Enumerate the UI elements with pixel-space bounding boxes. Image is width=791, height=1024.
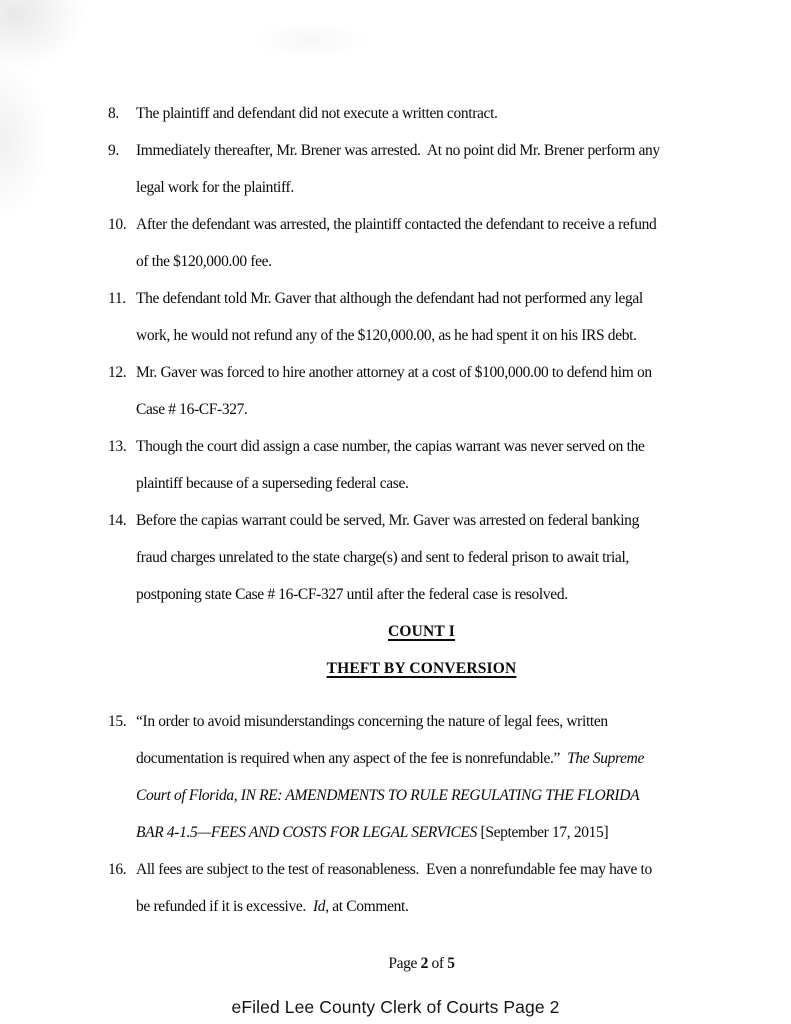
text-segment: , at Comment. xyxy=(325,898,409,915)
text-line xyxy=(136,888,735,925)
text-segment: Immediately thereafter, Mr. Brener was arrested. At no point did Mr. Brener perform any xyxy=(136,142,660,159)
numbered-paragraph xyxy=(108,132,735,206)
text-segment: [September 17, 2015] xyxy=(477,824,609,841)
text-segment: legal work for the plaintiff. xyxy=(136,179,294,196)
text-segment: work, he would not refund any of the $120,000.00, as he had spent it on his IRS debt. xyxy=(136,327,637,344)
paragraph-text xyxy=(136,132,735,206)
text-segment: plaintiff because of a superseding federal case. xyxy=(136,475,409,492)
document-body xyxy=(108,95,735,982)
numbered-paragraph xyxy=(108,851,735,925)
text-segment: 2 xyxy=(420,955,428,972)
text-line xyxy=(136,132,735,169)
text-line xyxy=(136,502,735,539)
text-line xyxy=(136,539,735,576)
efiled-stamp: eFiled Lee County Clerk of Courts Page 2 xyxy=(231,997,560,1017)
numbered-paragraph xyxy=(108,703,735,851)
count-subheading-text: THEFT BY CONVERSION xyxy=(326,660,517,677)
text-line xyxy=(136,851,735,888)
text-segment: Page xyxy=(388,955,421,972)
count-heading xyxy=(108,613,735,650)
text-line xyxy=(136,280,735,317)
text-segment: BAR 4-1.5—FEES AND COSTS FOR LEGAL SERVICES xyxy=(136,824,478,841)
count-subheading xyxy=(108,650,735,687)
numbered-paragraph xyxy=(108,428,735,502)
text-segment: The Supreme xyxy=(567,750,645,767)
scan-artifact xyxy=(250,20,370,60)
text-segment: be refunded if it is excessive. xyxy=(136,898,313,915)
paragraph-number: 8. xyxy=(108,105,119,122)
text-segment: of xyxy=(428,955,448,972)
numbered-paragraph xyxy=(108,354,735,428)
paragraph-number: 16. xyxy=(108,861,127,878)
paragraph-number: 14. xyxy=(108,512,127,529)
text-segment: After the defendant was arrested, the plaintiff contacted the defendant to receive a refund xyxy=(136,216,657,233)
paragraph-text xyxy=(136,354,735,428)
text-segment: Court of Florida, IN RE: AMENDMENTS TO RULE REGULATING THE FLORIDA xyxy=(136,787,640,804)
numbered-paragraph xyxy=(108,280,735,354)
paragraph-number: 13. xyxy=(108,438,127,455)
text-line xyxy=(136,740,735,777)
numbered-paragraph xyxy=(108,95,735,132)
scan-artifact xyxy=(0,0,92,76)
text-line xyxy=(136,317,735,354)
text-segment: Case # 16-CF-327. xyxy=(136,401,248,418)
paragraph-text xyxy=(136,851,735,925)
page-number-footer xyxy=(108,945,735,982)
text-segment: Mr. Gaver was forced to hire another attorney at a cost of $100,000.00 to defend him on xyxy=(136,364,652,381)
count-paragraph-list xyxy=(108,703,735,925)
text-segment: postponing state Case # 16-CF-327 until after the federal case is resolved. xyxy=(136,586,568,603)
paragraph-text xyxy=(136,206,735,280)
text-line xyxy=(136,169,735,206)
paragraph-text xyxy=(136,280,735,354)
text-line xyxy=(136,391,735,428)
text-segment: Though the court did assign a case number, the capias warrant was never served on the xyxy=(136,438,645,455)
paragraph-text xyxy=(136,502,735,613)
text-segment: documentation is required when any aspect of the fee is nonrefundable.” xyxy=(136,750,568,767)
text-segment: The plaintiff and defendant did not execute a written contract. xyxy=(136,105,498,122)
text-segment: All fees are subject to the test of reasonableness. Even a nonrefundable fee may have to xyxy=(136,861,652,878)
text-line xyxy=(136,703,735,740)
paragraph-text xyxy=(136,703,735,851)
text-line xyxy=(136,243,735,280)
paragraph-number: 11. xyxy=(108,290,126,307)
count-heading-text: COUNT I xyxy=(387,623,455,640)
text-segment: Before the capias warrant could be served, Mr. Gaver was arrested on federal banking xyxy=(136,512,639,529)
paragraph-text xyxy=(136,428,735,502)
text-line xyxy=(136,354,735,391)
text-line xyxy=(136,95,735,132)
numbered-paragraph xyxy=(108,502,735,613)
paragraph-number: 12. xyxy=(108,364,127,381)
paragraph-text xyxy=(136,95,735,132)
text-segment: 5 xyxy=(447,955,455,972)
text-segment: Id xyxy=(312,898,326,915)
text-segment: fraud charges unrelated to the state charge(s) and sent to federal prison to await trial, xyxy=(136,549,629,566)
text-line xyxy=(136,465,735,502)
text-line xyxy=(136,206,735,243)
paragraph-number: 10. xyxy=(108,216,127,233)
facts-paragraph-list xyxy=(108,95,735,613)
text-line xyxy=(136,814,735,851)
text-line xyxy=(136,428,735,465)
text-line xyxy=(136,576,735,613)
numbered-paragraph xyxy=(108,206,735,280)
text-line xyxy=(136,777,735,814)
text-segment: The defendant told Mr. Gaver that although the defendant had not performed any legal xyxy=(136,290,643,307)
scan-artifact xyxy=(0,60,50,220)
paragraph-number: 9. xyxy=(108,142,119,159)
text-segment: of the $120,000.00 fee. xyxy=(136,253,272,270)
text-segment: “In order to avoid misunderstandings concerning the nature of legal fees, written xyxy=(136,713,608,730)
paragraph-number: 15. xyxy=(108,713,127,730)
